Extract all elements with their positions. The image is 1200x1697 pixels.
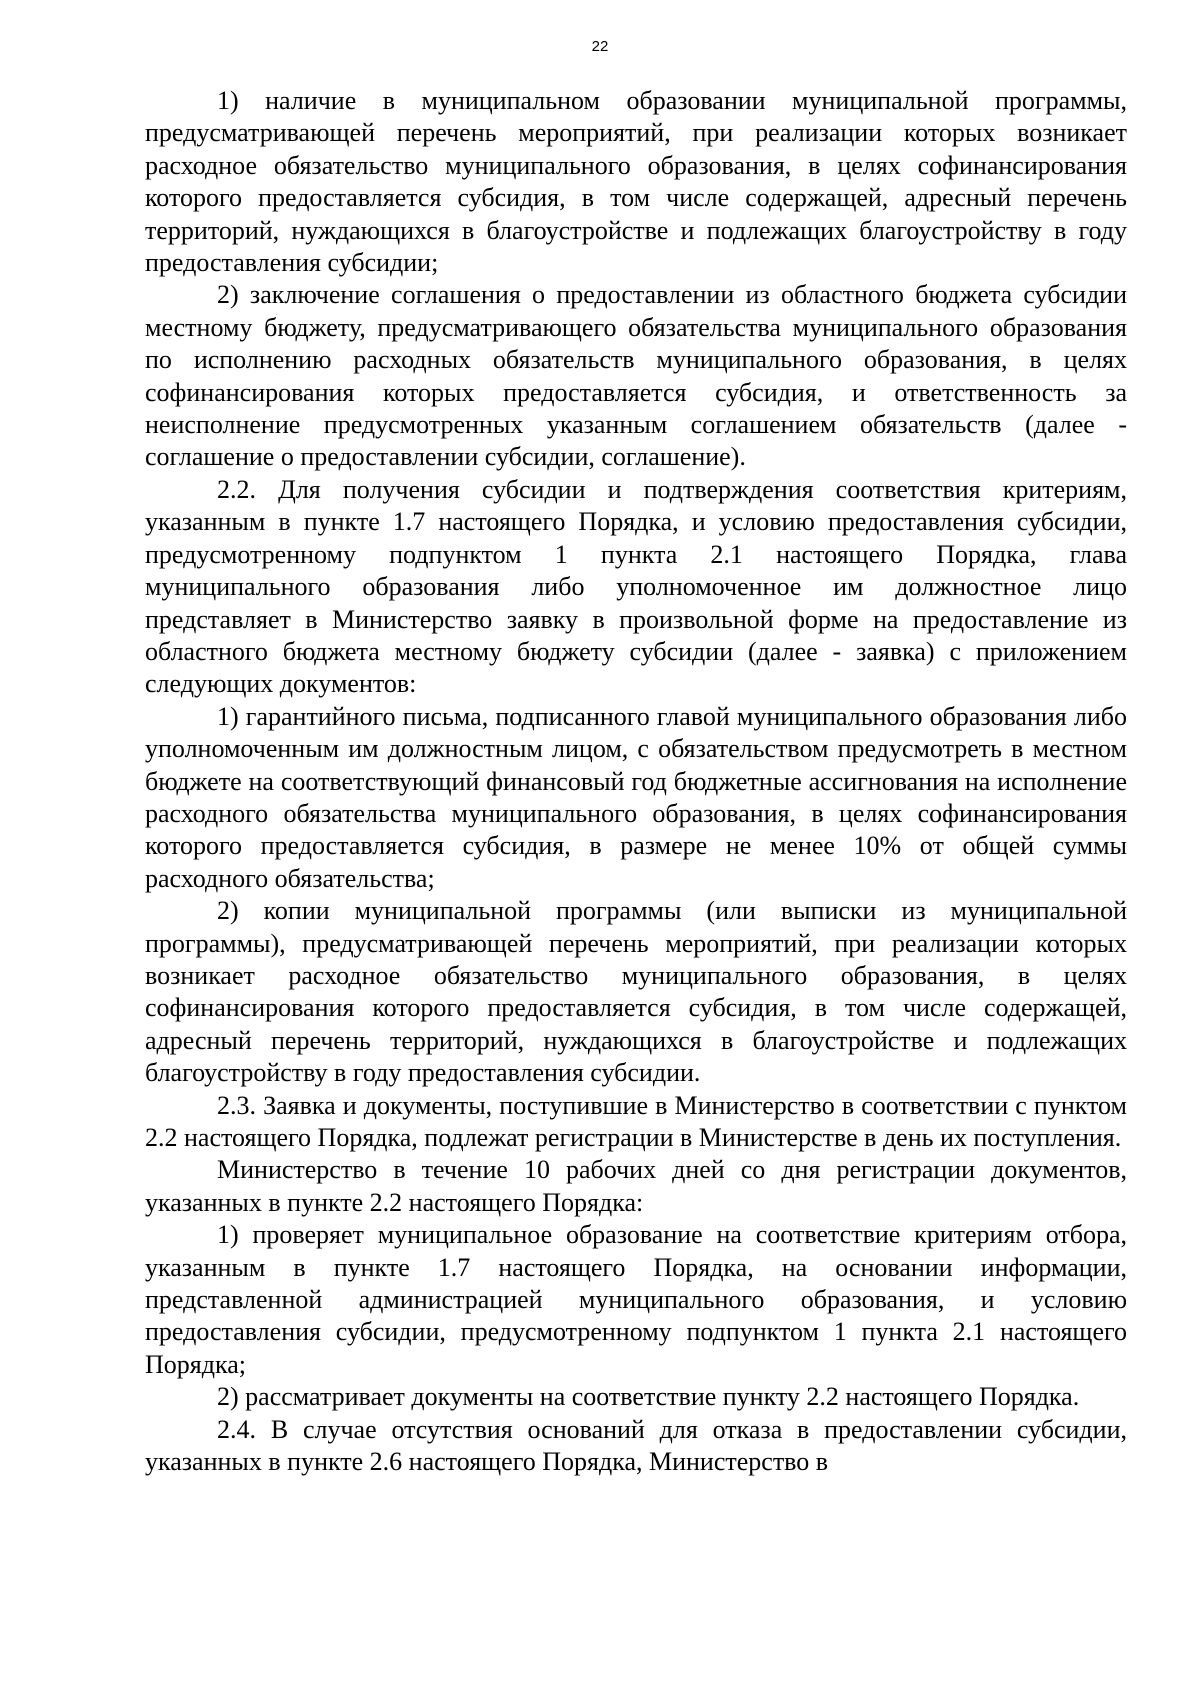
paragraph-ministry-review: Министерство в течение 10 рабочих дней со дня регистрации документов, указанных в пункте 2.2 настоящего Порядка: bbox=[145, 1155, 1127, 1217]
page-number: 22 bbox=[591, 38, 609, 55]
paragraph-2-agreement: 2) заключение соглашения о предоставлении из областного бюджета субсидии местному бюджету, предусматривающего обязательства муниципального образования по исполнению расходных обязательств муниципального образования, в целях софинансирования которых предоставляется субсидия, и ответственность за неисполнение предусмотренных указанным соглашением обязательств (далее - соглашение о предоставлении субсидии, соглашение). bbox=[145, 280, 1127, 472]
paragraph-program-copy: 2) копии муниципальной программы (или выписки из муниципальной программы), предусматривающей перечень мероприятий, при реализации которых возникает расходное обязательство муниципального образования, в целях софинансирования которого предоставляется субсидия, в том числе содержащей, адресный перечень территорий, нуждающихся в благоустройстве и подлежащих благоустройству в году предоставления субсидии. bbox=[145, 896, 1127, 1088]
paragraph-2-3-registration: 2.3. Заявка и документы, поступившие в Министерство в соответствии с пунктом 2.2 настоящего Порядка, подлежат регистрации в Министерстве в день их поступления. bbox=[145, 1090, 1127, 1152]
paragraph-2-2-application: 2.2. Для получения субсидии и подтверждения соответствия критериям, указанным в пункте 1.7 настоящего Порядка, и условию предоставления субсидии, предусмотренному подпунктом 1 пункта 2.1 настоящего Порядка, глава муниципального образования либо уполномоченное им должностное лицо представляет в Министерство заявку в произвольной форме на предоставление из областного бюджета местному бюджету субсидии (далее - заявка) с приложением следующих документов: bbox=[145, 474, 1127, 699]
paragraph-2-4-no-refusal: 2.4. В случае отсутствия оснований для отказа в предоставлении субсидии, указанных в пункте 2.6 настоящего Порядка, Министерство в bbox=[145, 1414, 1127, 1477]
paragraph-documents-review: 2) рассматривает документы на соответствие пункту 2.2 настоящего Порядка. bbox=[217, 1382, 1080, 1412]
paragraph-criteria-check: 1) проверяет муниципальное образование на соответствие критериям отбора, указанным в пункте 1.7 настоящего Порядка, на основании информации, представленной администрацией муниципального образования, и условию предоставления субсидии, предусмотренному подпунктом 1 пункта 2.1 настоящего Порядка; bbox=[145, 1220, 1127, 1379]
paragraph-guarantee-letter: 1) гарантийного письма, подписанного главой муниципального образования либо уполномоченным им должностным лицом, с обязательством предусмотреть в местном бюджете на соответствующий финансовый год бюджетные ассигнования на исполнение расходного обязательства муниципального образования, в целях софинансирования которого предоставляется субсидия, в размере не менее 10% от общей суммы расходного обязательства; bbox=[145, 701, 1127, 893]
paragraph-1-municipal-program: 1) наличие в муниципальном образовании муниципальной программы, предусматривающей перечень мероприятий, при реализации которых возникает расходное обязательство муниципального образования, в целях софинансирования которого предоставляется субсидия, в том числе содержащей, адресный перечень территорий, нуждающихся в благоустройстве и подлежащих благоустройству в году предоставления субсидии; bbox=[145, 86, 1127, 278]
document-body bbox=[145, 85, 1127, 1478]
